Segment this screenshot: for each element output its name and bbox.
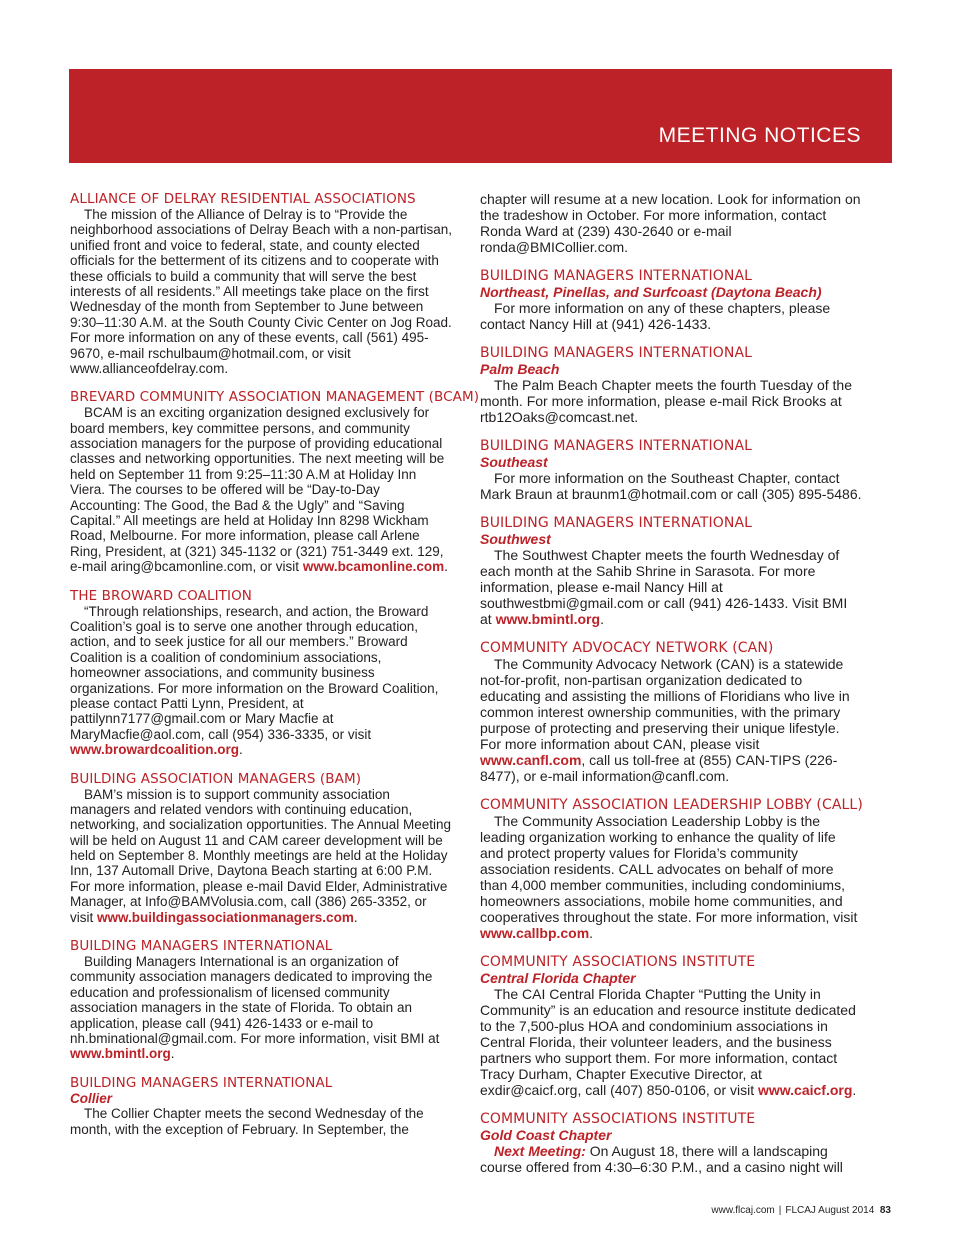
notice-text-end: .	[600, 611, 604, 627]
notice-entry	[70, 191, 452, 376]
notice-heading: ALLIANCE OF DELRAY RESIDENTIAL ASSOCIATIONS	[70, 191, 416, 207]
website-link[interactable]: www.bmintl.org	[70, 1046, 171, 1062]
notice-text: BAM’s mission is to support community association managers and related vendors with continuing education, networking, and socialization opportunities. The Annual Meeting will be held on August 11 and CAM career development will be held on September 8. Monthly meetings are held at the Holiday Inn, 137 Automall Drive, Daytona Beach starting at 6:00 P.M. For more information, please e-mail David Elder, Administrative Manager, at Info@BAMVolusia.com, call (386) 265-3352, or visit	[70, 786, 451, 925]
notice-entry	[70, 771, 452, 926]
footer-site[interactable]: www.flcaj.com	[711, 1205, 775, 1216]
notice-entry	[480, 438, 862, 502]
notice-text-end: .	[353, 909, 358, 925]
notice-entry	[480, 345, 862, 425]
notice-text: For more information on the Southeast Chapter, contact Mark Braun at braunm1@hotmail.com or call (305) 895-5486.	[480, 470, 862, 502]
website-link[interactable]: www.caicf.org	[758, 1082, 853, 1098]
notice-body	[70, 207, 452, 376]
notice-text-end: .	[170, 1046, 175, 1062]
section-title: MEETING NOTICES	[658, 124, 861, 147]
notice-heading: BUILDING ASSOCIATION MANAGERS (BAM)	[70, 770, 362, 787]
page-number: 83	[879, 1205, 891, 1216]
notice-text: The Community Advocacy Network (CAN) is a statewide not-for-profit, non-partisan organization dedicated to educating and assisting the millions of Floridians who live in common interest ownership communities, with the primary purpose of protecting and preserving their unique lifestyle. For more information about CAN, please visit	[480, 656, 850, 752]
notice-heading: BUILDING MANAGERS INTERNATIONAL	[480, 438, 753, 454]
notice-heading: COMMUNITY ASSOCIATIONS INSTITUTE	[480, 1111, 756, 1127]
notice-entry	[480, 515, 862, 627]
notice-text: The CAI Central Florida Chapter “Putting the Unity in Community” is an education and resource institute dedicated to the 7,500-plus HOA and condominium associations in Central Florida, their volunteer leaders, and the business partners who support them. For more information, contact Tracy Durham, Chapter Executive Director, at exdir@caicf.org, call (407) 850-0106, or visit	[480, 986, 856, 1098]
notice-body	[480, 1143, 862, 1175]
left-column	[70, 191, 480, 1150]
notice-heading: COMMUNITY ADVOCACY NETWORK (CAN)	[480, 640, 774, 656]
website-link[interactable]: www.browardcoalition.org	[70, 742, 240, 758]
notice-heading: COMMUNITY ASSOCIATIONS INSTITUTE	[480, 954, 756, 970]
notice-text-end: .	[444, 559, 448, 575]
notice-body	[70, 604, 452, 758]
notice-heading: BUILDING MANAGERS INTERNATIONAL	[70, 938, 333, 955]
notice-body	[70, 787, 452, 926]
notice-heading: BUILDING MANAGERS INTERNATIONAL	[480, 345, 753, 361]
right-column	[480, 191, 862, 1188]
notice-entry	[70, 389, 480, 575]
notice-entry	[70, 588, 452, 758]
notice-subheading: Palm Beach	[480, 361, 560, 377]
notice-entry	[480, 191, 862, 255]
notice-text: chapter will resume at a new location. Look for information on the tradeshow in October. For more information, contact Ronda Ward at (239) 430-2640 or e-mail ronda@BMICollier.com.	[480, 191, 861, 255]
notice-text: The mission of the Alliance of Delray is to “Provide the neighborhood associations of Delray Beach with a non-partisan, unified front and voice to federal, state, and county elected officials for the betterment of its citizens and to cooperate with these officials to build a community that will serve the best interests of all residents.” All meetings take place on the first Wednesday of the month from September to June between 9:30–11:30 A.M. at the South County Civic Center on Jog Road. For more information on any of these events, call (561) 495-9670, e-mail rschulbaum@hotmail.com, or visit www.allianceofdelray.com.	[70, 207, 452, 376]
notice-text: BCAM is an exciting organization designed exclusively for board members, key committee persons, and community association managers for the purpose of providing educational classes and networking opportunities. The next meeting will be held on September 11 from 9:25–11:30 A.M at Holiday Inn Viera. The courses to be offered will be “Day-to-Day Accounting: The Good, the Bad & the Ugly” and “Saving Capital.” All meetings are held at Holiday Inn 8298 Wickham Road, Melbourne. For more information, please call Arlene Ring, President, at (321) 345-1132 or (321) 751-3449 ext. 129, e-mail aring@bcamonline.com, or visit	[70, 405, 445, 575]
notice-text: On August 18, there will a landscaping course offered from 4:30–6:30 P.M., and a casino night will	[480, 1143, 843, 1175]
notice-body	[480, 813, 862, 941]
notice-heading: THE BROWARD COALITION	[70, 587, 253, 604]
notice-text-end: .	[852, 1082, 857, 1098]
notice-heading: BUILDING MANAGERS INTERNATIONAL	[70, 1074, 333, 1091]
notice-text: For more information on any of these chapters, please contact Nancy Hill at (941) 426-1433.	[480, 300, 831, 332]
notice-subheading: Central Florida Chapter	[480, 970, 636, 986]
notice-body	[480, 547, 862, 627]
notice-text-end: , call us toll-free at (855) CAN-TIPS (226-8477), or e-mail information@canfl.com.	[480, 752, 838, 784]
page-footer	[711, 1205, 891, 1216]
notice-entry	[480, 268, 862, 332]
notice-subheading: Northeast, Pinellas, and Surfcoast (Daytona Beach)	[480, 284, 822, 300]
notice-entry	[480, 954, 862, 1098]
notice-entry	[70, 938, 452, 1062]
website-link[interactable]: www.callbp.com	[480, 925, 590, 941]
notice-entry	[70, 1075, 452, 1137]
notice-body	[70, 1106, 452, 1137]
section-banner	[69, 69, 892, 163]
notice-text-end: .	[239, 742, 243, 758]
notice-text: The Palm Beach Chapter meets the fourth Tuesday of the month. For more information, please e-mail Rick Brooks at rtb12Oaks@comcast.net.	[480, 377, 852, 425]
notice-body	[480, 191, 862, 255]
notice-body	[70, 405, 452, 574]
notice-text: Building Managers International is an organization of community association managers dedicated to improving the education and professionalism of licensed community association managers in the state of Florida. To obtain an application, please call (941) 426-1433 or e-mail to nh.bminational@gmail.com. For more information, visit BMI at	[70, 954, 440, 1046]
notice-text-end: .	[589, 925, 594, 941]
notice-entry	[480, 1111, 862, 1175]
notice-entry	[480, 640, 862, 784]
notice-subheading: Southwest	[480, 531, 551, 547]
notice-heading: BREVARD COMMUNITY ASSOCIATION MANAGEMENT (BCAM)	[70, 389, 480, 406]
notice-body	[70, 954, 452, 1062]
website-link[interactable]: www.bcamonline.com	[302, 559, 445, 575]
footer-separator: |	[778, 1205, 782, 1216]
website-link[interactable]: www.canfl.com	[480, 752, 582, 768]
footer-issue: FLCAJ August 2014	[785, 1205, 875, 1216]
notice-body	[480, 470, 862, 502]
website-link[interactable]: www.bmintl.org	[495, 611, 601, 627]
notice-heading: BUILDING MANAGERS INTERNATIONAL	[480, 268, 753, 284]
notice-lead: Next Meeting:	[494, 1143, 586, 1159]
notice-text: The Southwest Chapter meets the fourth Wednesday of each month at the Sahib Shrine in Sarasota. For more information, please e-mail Nancy Hill at southwestbmi@gmail.com or call (941) 426-1433. Visit BMI at	[480, 547, 848, 627]
notice-entry	[480, 797, 862, 941]
notice-heading: COMMUNITY ASSOCIATION LEADERSHIP LOBBY (CALL)	[480, 797, 863, 813]
notice-body	[480, 986, 862, 1098]
notice-subheading: Gold Coast Chapter	[480, 1127, 612, 1143]
notice-text: The Community Association Leadership Lobby is the leading organization working to enhance the quality of life and protect property values for Florida’s community association residents. CALL advocates on behalf of more than 4,000 member communities, including condominiums, homeowners associations, mobile home communities, and cooperatives throughout the state. For more information, visit	[480, 813, 858, 925]
notice-body	[480, 377, 862, 425]
notice-subheading: Southeast	[480, 454, 548, 470]
notice-text: “Through relationships, research, and action, the Broward Coalition’s goal is to serve one another through education, action, and to seek justice for all our members.” Broward Coalition is a coalition of condominium associations, homeowner associations, and community business organizations. For more information on the Broward Coalition, please contact Patti Lynn, President, at pattilynn7177@gmail.com or Mary Macfie at MaryMacfie@aol.com, call (954) 336-3335, or visit	[70, 603, 439, 742]
notice-body	[480, 300, 862, 332]
notice-subheading: Collier	[70, 1090, 113, 1106]
website-link[interactable]: www.buildingassociationmanagers.com	[97, 909, 354, 925]
notice-heading: BUILDING MANAGERS INTERNATIONAL	[480, 515, 753, 531]
notice-text: The Collier Chapter meets the second Wednesday of the month, with the exception of February. In September, the	[70, 1106, 424, 1137]
notice-body	[480, 656, 862, 784]
